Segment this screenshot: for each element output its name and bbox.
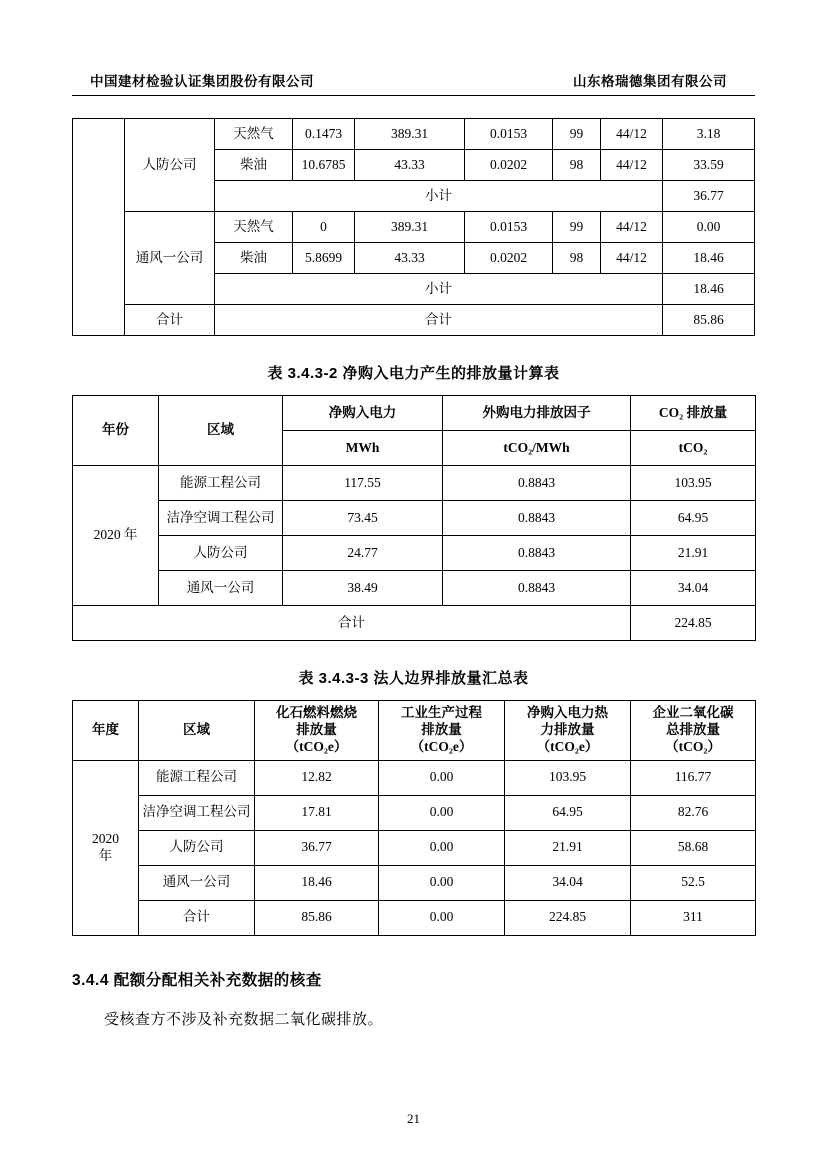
fuel-value-2: 43.33 — [355, 243, 465, 274]
col-header-year-text: 年度 — [92, 721, 119, 737]
table-342-title: 表 3.4.3-2 净购入电力产生的排放量计算表 — [267, 365, 560, 382]
col-unit-co2: tCO₂ — [631, 431, 756, 466]
section-heading-344: 3.4.4 配额分配相关补充数据的核查 — [72, 971, 322, 989]
factor-value: 0.8843 — [443, 536, 631, 571]
purchased-power-emissions-table — [72, 395, 756, 641]
total-value: 224.85 — [631, 606, 756, 641]
power-value: 21.91 — [505, 830, 631, 865]
table-row — [73, 501, 756, 536]
co2-value: 21.91 — [631, 536, 756, 571]
fuel-value-2: 389.31 — [355, 119, 465, 150]
fuel-value-3: 0.0202 — [465, 243, 553, 274]
col-header-enterprise-total — [631, 701, 756, 761]
power-value: 103.95 — [505, 760, 631, 795]
fossil-total: 85.86 — [255, 900, 379, 935]
fossil-value: 17.81 — [255, 795, 379, 830]
region-cell: 通风一公司 — [139, 865, 255, 900]
col-header-power-line1: 净购入电力热 — [527, 705, 608, 720]
col-unit-factor: tCO₂/MWh — [443, 431, 631, 466]
table-row — [73, 760, 756, 795]
fuel-type: 天然气 — [215, 212, 293, 243]
col-header-process-line3: （tCO₂e） — [410, 738, 473, 754]
process-total: 0.00 — [379, 900, 505, 935]
col-header-power-heat — [505, 701, 631, 761]
fuel-value-4: 99 — [553, 119, 601, 150]
power-value: 64.95 — [505, 795, 631, 830]
region-cell: 洁净空调工程公司 — [139, 795, 255, 830]
subtotal-value: 18.46 — [663, 274, 755, 305]
process-value: 0.00 — [379, 795, 505, 830]
power-total: 224.85 — [505, 900, 631, 935]
power-value: 38.49 — [283, 571, 443, 606]
region-cell: 能源工程公司 — [159, 466, 283, 501]
table-total-row — [73, 606, 756, 641]
fuel-value-4: 98 — [553, 243, 601, 274]
col-header-factor: 外购电力排放因子 — [443, 396, 631, 431]
col-header-fossil-line2: 排放量 — [296, 721, 337, 737]
region-cell: 通风一公司 — [159, 571, 283, 606]
subtotal-label: 小计 — [215, 181, 663, 212]
fuel-value-3: 0.0153 — [465, 119, 553, 150]
year-line1: 2020 — [92, 830, 119, 846]
col-header-year — [73, 701, 139, 761]
fuel-value-4: 99 — [553, 212, 601, 243]
process-value: 0.00 — [379, 830, 505, 865]
power-value: 117.55 — [283, 466, 443, 501]
co2-value: 64.95 — [631, 501, 756, 536]
year-line2: 年 — [98, 847, 113, 863]
col-header-power-line3: （tCO₂e） — [536, 738, 599, 754]
table-row — [73, 536, 756, 571]
page-header — [72, 70, 755, 96]
total-label: 合计 — [73, 606, 631, 641]
power-value: 24.77 — [283, 536, 443, 571]
region-cell: 能源工程公司 — [139, 760, 255, 795]
fuel-type: 柴油 — [215, 150, 293, 181]
total-value: 85.86 — [663, 305, 755, 336]
total-value: 52.5 — [631, 865, 756, 900]
col-header-power-line2: 力排放量 — [540, 721, 595, 737]
fossil-fuel-table — [72, 118, 755, 336]
fuel-value-6: 3.18 — [663, 119, 755, 150]
fossil-value: 36.77 — [255, 830, 379, 865]
fuel-value-5: 44/12 — [601, 150, 663, 181]
fuel-type: 天然气 — [215, 119, 293, 150]
fuel-value-3: 0.0202 — [465, 150, 553, 181]
table-total-row — [73, 900, 756, 935]
fuel-value-1: 0.1473 — [293, 119, 355, 150]
page-number: 21 — [407, 1111, 420, 1126]
subtotal-value: 36.77 — [663, 181, 755, 212]
table-row — [73, 795, 756, 830]
co2-value: 34.04 — [631, 571, 756, 606]
table-343-title: 表 3.4.3-3 法人边界排放量汇总表 — [298, 670, 529, 687]
factor-value: 0.8843 — [443, 466, 631, 501]
col-header-fossil — [255, 701, 379, 761]
factor-value: 0.8843 — [443, 501, 631, 536]
col-header-region: 区域 — [159, 396, 283, 466]
region-cell: 人防公司 — [139, 830, 255, 865]
fuel-value-5: 44/12 — [601, 212, 663, 243]
legal-boundary-summary-table — [72, 700, 756, 936]
factor-value: 0.8843 — [443, 571, 631, 606]
fossil-value: 12.82 — [255, 760, 379, 795]
total-label: 合计 — [139, 900, 255, 935]
table-row — [73, 865, 756, 900]
region-cell: 洁净空调工程公司 — [159, 501, 283, 536]
fuel-value-5: 44/12 — [601, 119, 663, 150]
total-value: 116.77 — [631, 760, 756, 795]
fuel-value-5: 44/12 — [601, 243, 663, 274]
col-header-fossil-line1: 化石燃料燃烧 — [276, 705, 357, 720]
region-cell: 人防公司 — [159, 536, 283, 571]
total-value: 82.76 — [631, 795, 756, 830]
year-cell: 2020 年 — [73, 466, 159, 606]
company-cell-tongfeng: 通风一公司 — [125, 212, 215, 305]
table-header-row — [73, 701, 756, 761]
col-header-ent-line2: 总排放量 — [666, 721, 720, 737]
col-header-process — [379, 701, 505, 761]
fuel-value-1: 10.6785 — [293, 150, 355, 181]
fuel-value-3: 0.0153 — [465, 212, 553, 243]
col-header-co2: CO₂ 排放量 — [631, 396, 756, 431]
table-row — [73, 466, 756, 501]
col-header-region — [139, 701, 255, 761]
col-header-ent-line3: （tCO₂） — [665, 738, 721, 754]
table-row — [73, 830, 756, 865]
col-header-fossil-line3: （tCO₂e） — [285, 738, 348, 754]
header-left-text: 中国建材检验认证集团股份有限公司 — [90, 74, 314, 89]
col-header-process-line1: 工业生产过程 — [401, 705, 482, 720]
fuel-value-2: 43.33 — [355, 150, 465, 181]
process-value: 0.00 — [379, 865, 505, 900]
fuel-value-6: 33.59 — [663, 150, 755, 181]
co2-value: 103.95 — [631, 466, 756, 501]
process-value: 0.00 — [379, 760, 505, 795]
total-label-left: 合计 — [125, 305, 215, 336]
year-cell — [73, 760, 139, 935]
company-cell-renfang: 人防公司 — [125, 119, 215, 212]
total-label: 合计 — [215, 305, 663, 336]
table-row — [73, 571, 756, 606]
fuel-value-1: 5.8699 — [293, 243, 355, 274]
col-header-ent-line1: 企业二氧化碳 — [652, 705, 734, 720]
col-unit-power: MWh — [283, 431, 443, 466]
col-header-process-line2: 排放量 — [421, 721, 462, 737]
fuel-table-left-blank — [73, 119, 125, 336]
col-header-year: 年份 — [73, 396, 159, 466]
col-header-net-power: 净购入电力 — [283, 396, 443, 431]
power-value: 73.45 — [283, 501, 443, 536]
grand-total: 311 — [631, 900, 756, 935]
col-header-region-text: 区域 — [183, 721, 210, 737]
fuel-type: 柴油 — [215, 243, 293, 274]
header-right-text: 山东格瑞德集团有限公司 — [573, 74, 727, 89]
subtotal-label: 小计 — [215, 274, 663, 305]
total-value: 58.68 — [631, 830, 756, 865]
fuel-value-6: 18.46 — [663, 243, 755, 274]
table-row — [73, 305, 755, 336]
table-header-row — [73, 396, 756, 431]
fuel-value-2: 389.31 — [355, 212, 465, 243]
table-row — [73, 119, 755, 150]
fuel-value-4: 98 — [553, 150, 601, 181]
power-value: 34.04 — [505, 865, 631, 900]
fossil-value: 18.46 — [255, 865, 379, 900]
section-paragraph-344: 受核查方不涉及补充数据二氧化碳排放。 — [104, 1010, 384, 1028]
fuel-value-1: 0 — [293, 212, 355, 243]
table-row — [73, 212, 755, 243]
fuel-value-6: 0.00 — [663, 212, 755, 243]
